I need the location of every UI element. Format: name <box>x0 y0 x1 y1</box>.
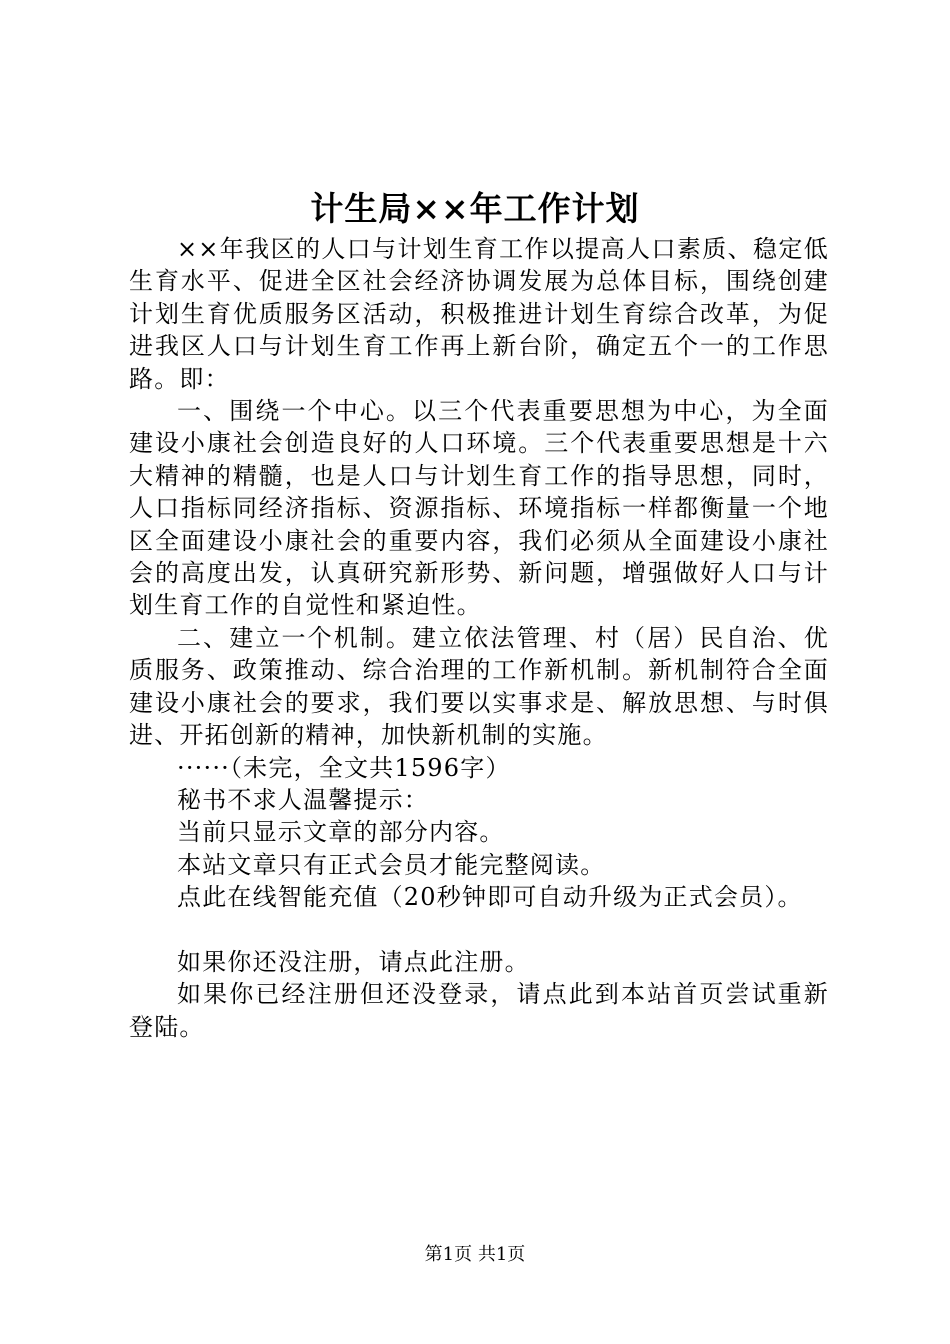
tip-heading: 秘书不求人温馨提示： <box>177 785 429 814</box>
paragraph-intro: ××年我区的人口与计划生育工作以提高人口素质、稳定低生育水平、促进全区社会经济协调发展为总体目标，围绕创建计划生育优质服务区活动，积极推进计划生育综合改革，为促进我区人口与计划生育工作再上新台阶，确定五个一的工作思路。即： <box>129 235 829 393</box>
blank-line <box>129 914 829 946</box>
page-number: 第1页 共1页 <box>424 1244 526 1265</box>
tip-members-only: 本站文章只有正式会员才能完整阅读。 <box>177 850 606 879</box>
login-link[interactable]: 如果你已经注册但还没登录，请点此到本站首页尝试重新登陆。 <box>129 980 829 1041</box>
paragraph-section-two: 二、建立一个机制。建立依法管理、村（居）民自治、优质服务、政策推动、综合治理的工作新机制。新机制符合全面建设小康社会的要求，我们要以实事求是、解放思想、与时俱进、开拓创新的精神，加快新机制的实施。 <box>129 623 829 750</box>
recharge-link[interactable]: 点此在线智能充值（20秒钟即可自动升级为正式会员）。 <box>177 883 803 912</box>
register-link[interactable]: 如果你还没注册，请点此注册。 <box>177 947 530 976</box>
document-body <box>129 233 829 1043</box>
document-title: 计生局××年工作计划 <box>310 189 640 228</box>
paragraph-section-one: 一、围绕一个中心。以三个代表重要思想为中心，为全面建设小康社会创造良好的人口环境。三个代表重要思想是十六大精神的精髓，也是人口与计划生育工作的指导思想，同时，人口指标同经济指标、资源指标、环境指标一样都衡量一个地区全面建设小康社会的重要内容，我们必须从全面建设小康社会的高度出发，认真研究新形势、新问题，增强做好人口与计划生育工作的自觉性和紧迫性。 <box>129 397 829 620</box>
truncation-notice: ······（未完，全文共1596字） <box>177 753 511 782</box>
tip-partial-content: 当前只显示文章的部分内容。 <box>177 818 505 847</box>
